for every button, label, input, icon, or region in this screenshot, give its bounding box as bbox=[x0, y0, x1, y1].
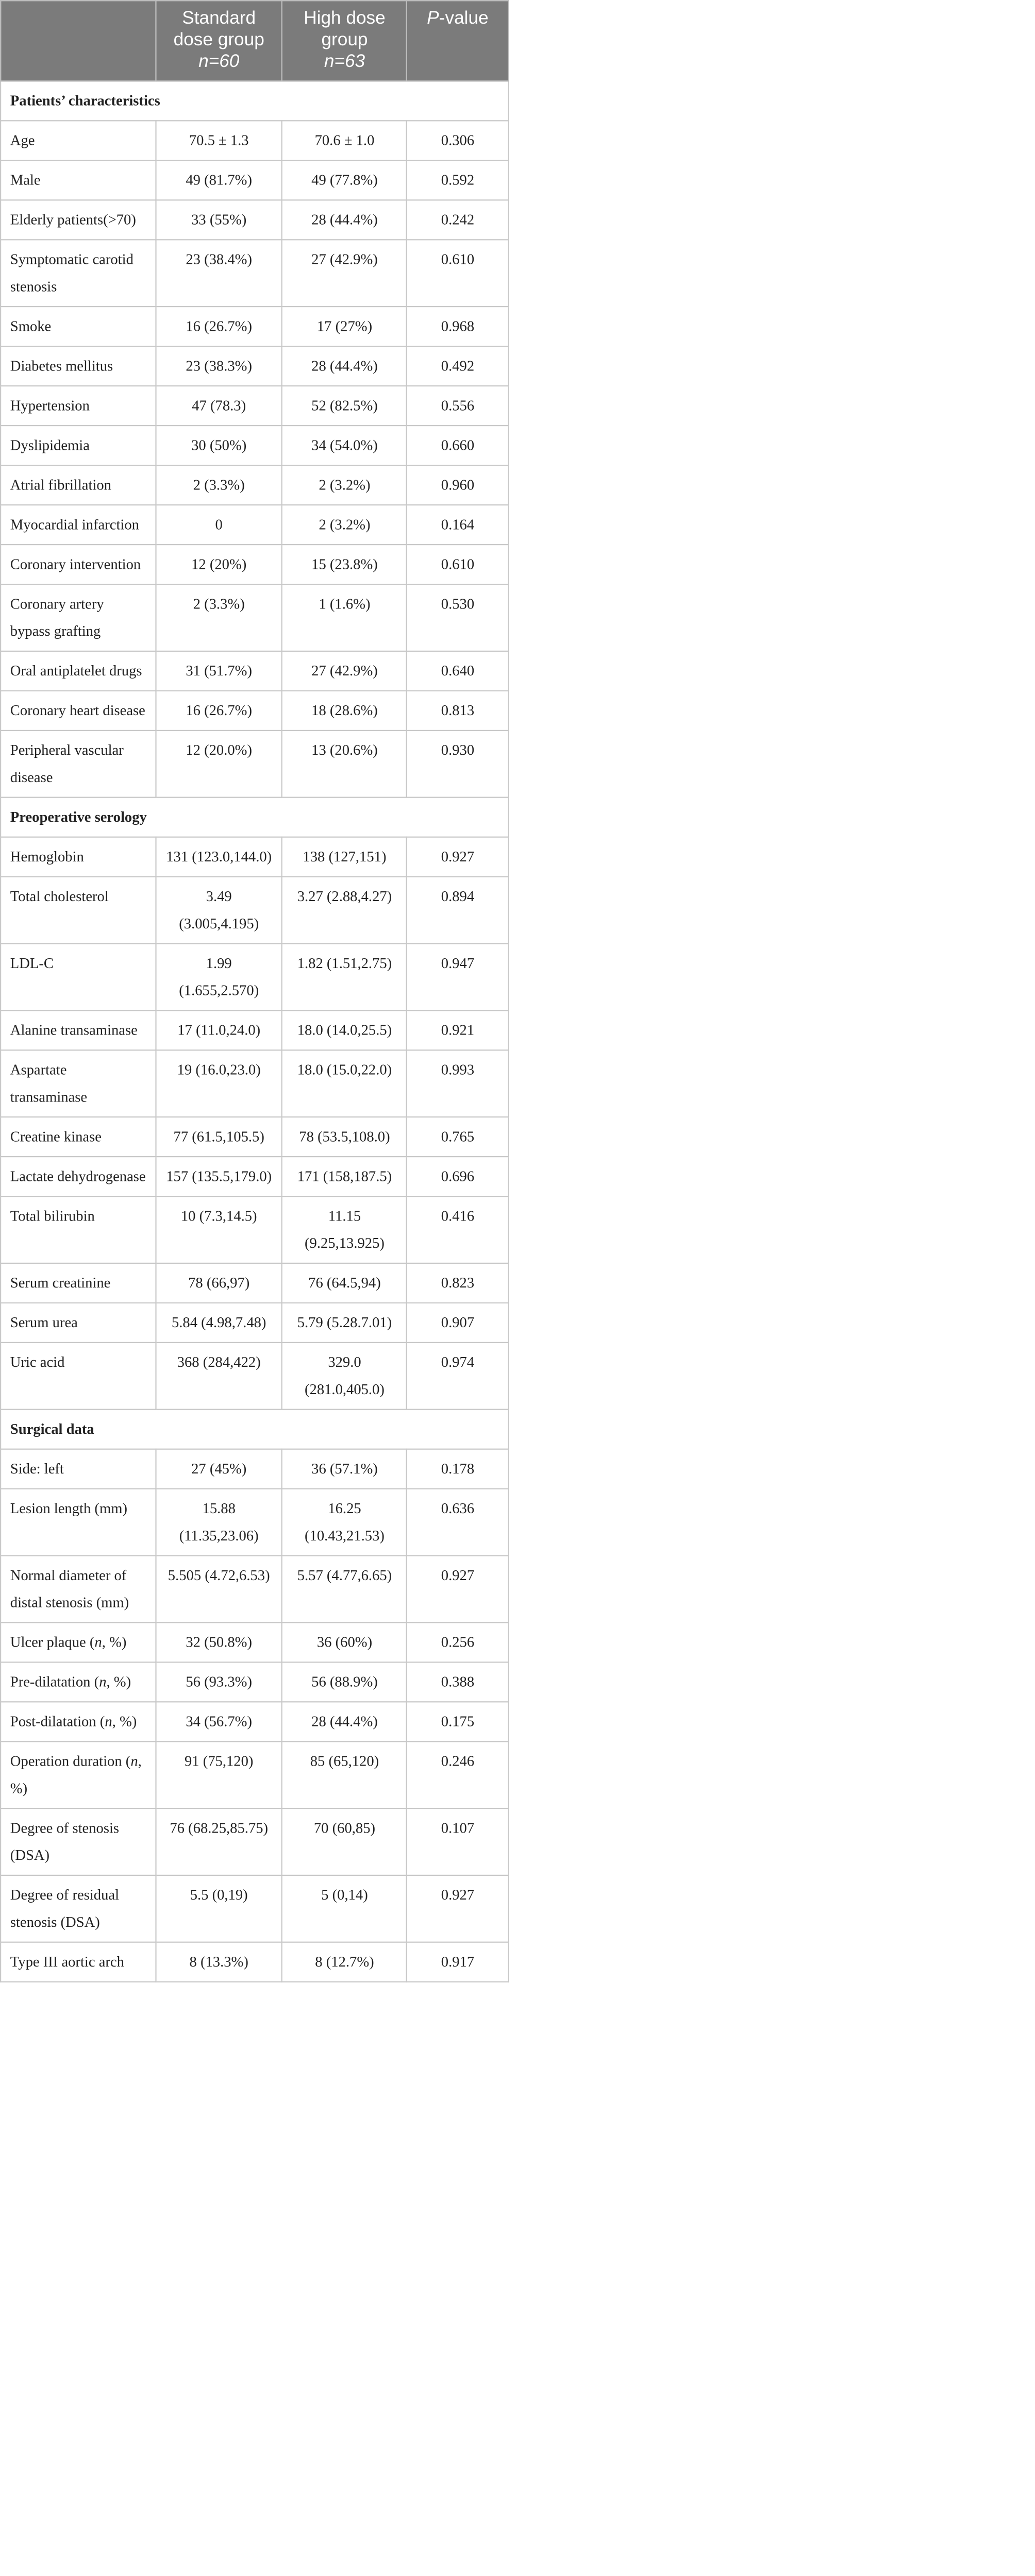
high-dose-value: 28 (44.4%) bbox=[282, 200, 407, 240]
row-label: Normal diameter of distal stenosis (mm) bbox=[1, 1556, 156, 1623]
row-label: Age bbox=[1, 121, 156, 160]
row-label: Side: left bbox=[1, 1449, 156, 1489]
standard-dose-value: 2 (3.3%) bbox=[156, 465, 282, 505]
p-value: 0.178 bbox=[407, 1449, 508, 1489]
row-label: Smoke bbox=[1, 307, 156, 346]
header-p-letter: P bbox=[427, 9, 439, 29]
standard-dose-value: 5.84 (4.98,7.48) bbox=[156, 1303, 282, 1343]
standard-dose-value: 47 (78.3) bbox=[156, 386, 282, 426]
row-label: Aspartate transaminase bbox=[1, 1050, 156, 1117]
p-value: 0.242 bbox=[407, 200, 508, 240]
standard-dose-value: 12 (20.0%) bbox=[156, 731, 282, 798]
row-label: Type III aortic arch bbox=[1, 1942, 156, 1982]
standard-dose-value: 157 (135.5,179.0) bbox=[156, 1157, 282, 1196]
table-row bbox=[1, 240, 509, 307]
high-dose-value: 138 (127,151) bbox=[282, 837, 407, 877]
section-title: Preoperative serology bbox=[1, 798, 509, 837]
table-row bbox=[1, 584, 509, 651]
standard-dose-value: 30 (50%) bbox=[156, 426, 282, 465]
standard-dose-value: 368 (284,422) bbox=[156, 1343, 282, 1410]
row-label: Symptomatic carotid stenosis bbox=[1, 240, 156, 307]
row-label: Coronary artery bypass grafting bbox=[1, 584, 156, 651]
standard-dose-value: 27 (45%) bbox=[156, 1449, 282, 1489]
row-label: Lactate dehydrogenase bbox=[1, 1157, 156, 1196]
table-row bbox=[1, 1010, 509, 1050]
p-value: 0.107 bbox=[407, 1808, 508, 1875]
p-value: 0.917 bbox=[407, 1942, 508, 1982]
table-row bbox=[1, 160, 509, 200]
row-label: Post-dilatation (n, %) bbox=[1, 1702, 156, 1741]
table-row bbox=[1, 426, 509, 465]
header-p-rest: -value bbox=[439, 9, 489, 29]
p-value: 0.640 bbox=[407, 651, 508, 691]
high-dose-value: 8 (12.7%) bbox=[282, 1942, 407, 1982]
row-label: Coronary heart disease bbox=[1, 691, 156, 731]
table-row bbox=[1, 1702, 509, 1741]
row-label: Male bbox=[1, 160, 156, 200]
standard-dose-value: 0 bbox=[156, 505, 282, 545]
high-dose-value: 329.0 (281.0,405.0) bbox=[282, 1343, 407, 1410]
p-value: 0.974 bbox=[407, 1343, 508, 1410]
standard-dose-value: 76 (68.25,85.75) bbox=[156, 1808, 282, 1875]
standard-dose-value: 34 (56.7%) bbox=[156, 1702, 282, 1741]
row-label: Hypertension bbox=[1, 386, 156, 426]
p-value: 0.636 bbox=[407, 1489, 508, 1556]
row-label: Diabetes mellitus bbox=[1, 346, 156, 386]
section-row bbox=[1, 798, 509, 837]
standard-dose-value: 12 (20%) bbox=[156, 545, 282, 584]
table-row bbox=[1, 691, 509, 731]
standard-dose-value: 1.99 (1.655,2.570) bbox=[156, 944, 282, 1011]
high-dose-value: 36 (57.1%) bbox=[282, 1449, 407, 1489]
standard-dose-value: 8 (13.3%) bbox=[156, 1942, 282, 1982]
table-row bbox=[1, 877, 509, 944]
table-row bbox=[1, 1875, 509, 1942]
standard-dose-value: 23 (38.3%) bbox=[156, 346, 282, 386]
high-dose-value: 5.57 (4.77,6.65) bbox=[282, 1556, 407, 1623]
high-dose-value: 76 (64.5,94) bbox=[282, 1263, 407, 1303]
p-value: 0.927 bbox=[407, 837, 508, 877]
table-row bbox=[1, 1942, 509, 1982]
standard-dose-value: 70.5 ± 1.3 bbox=[156, 121, 282, 160]
p-value: 0.256 bbox=[407, 1622, 508, 1662]
p-value: 0.968 bbox=[407, 307, 508, 346]
table-row bbox=[1, 1489, 509, 1556]
high-dose-value: 70 (60,85) bbox=[282, 1808, 407, 1875]
standard-dose-value: 32 (50.8%) bbox=[156, 1622, 282, 1662]
high-dose-value: 17 (27%) bbox=[282, 307, 407, 346]
row-label: Serum creatinine bbox=[1, 1263, 156, 1303]
p-value: 0.246 bbox=[407, 1741, 508, 1808]
high-dose-value: 56 (88.9%) bbox=[282, 1662, 407, 1702]
row-label: Lesion length (mm) bbox=[1, 1489, 156, 1556]
standard-dose-value: 16 (26.7%) bbox=[156, 691, 282, 731]
high-dose-value: 5 (0,14) bbox=[282, 1875, 407, 1942]
table-row bbox=[1, 1050, 509, 1117]
table-row bbox=[1, 731, 509, 798]
row-label: Coronary intervention bbox=[1, 545, 156, 584]
p-value: 0.765 bbox=[407, 1117, 508, 1157]
header-high-dose-label: High dose group bbox=[304, 9, 386, 50]
header-standard-dose-n: n=60 bbox=[198, 52, 240, 72]
table-row bbox=[1, 1303, 509, 1343]
high-dose-value: 28 (44.4%) bbox=[282, 346, 407, 386]
table-row bbox=[1, 386, 509, 426]
high-dose-value: 1.82 (1.51,2.75) bbox=[282, 944, 407, 1011]
standard-dose-value: 78 (66,97) bbox=[156, 1263, 282, 1303]
header-standard-dose bbox=[156, 1, 282, 81]
row-label: Operation duration (n, %) bbox=[1, 1741, 156, 1808]
row-label: Peripheral vascular disease bbox=[1, 731, 156, 798]
standard-dose-value: 16 (26.7%) bbox=[156, 307, 282, 346]
row-label: Degree of residual stenosis (DSA) bbox=[1, 1875, 156, 1942]
section-title: Patients’ characteristics bbox=[1, 81, 509, 121]
p-value: 0.164 bbox=[407, 505, 508, 545]
standard-dose-value: 3.49 (3.005,4.195) bbox=[156, 877, 282, 944]
p-value: 0.993 bbox=[407, 1050, 508, 1117]
standard-dose-value: 19 (16.0,23.0) bbox=[156, 1050, 282, 1117]
high-dose-value: 18.0 (15.0,22.0) bbox=[282, 1050, 407, 1117]
section-row bbox=[1, 81, 509, 121]
high-dose-value: 28 (44.4%) bbox=[282, 1702, 407, 1741]
standard-dose-value: 77 (61.5,105.5) bbox=[156, 1117, 282, 1157]
standard-dose-value: 56 (93.3%) bbox=[156, 1662, 282, 1702]
standard-dose-value: 23 (38.4%) bbox=[156, 240, 282, 307]
row-label: Pre-dilatation (n, %) bbox=[1, 1662, 156, 1702]
table-row bbox=[1, 837, 509, 877]
standard-dose-value: 31 (51.7%) bbox=[156, 651, 282, 691]
table-row bbox=[1, 1196, 509, 1263]
high-dose-value: 2 (3.2%) bbox=[282, 505, 407, 545]
p-value: 0.660 bbox=[407, 426, 508, 465]
p-value: 0.592 bbox=[407, 160, 508, 200]
row-label: Hemoglobin bbox=[1, 837, 156, 877]
header-row bbox=[1, 1, 509, 81]
table-row bbox=[1, 944, 509, 1011]
p-value: 0.960 bbox=[407, 465, 508, 505]
p-value: 0.556 bbox=[407, 386, 508, 426]
table-body bbox=[1, 81, 509, 1981]
table-row bbox=[1, 1556, 509, 1623]
header-standard-dose-label: Standard dose group bbox=[173, 9, 264, 50]
section-title: Surgical data bbox=[1, 1410, 509, 1449]
table-row bbox=[1, 1449, 509, 1489]
table-row bbox=[1, 465, 509, 505]
high-dose-value: 27 (42.9%) bbox=[282, 651, 407, 691]
high-dose-value: 171 (158,187.5) bbox=[282, 1157, 407, 1196]
standard-dose-value: 10 (7.3,14.5) bbox=[156, 1196, 282, 1263]
row-label: Alanine transaminase bbox=[1, 1010, 156, 1050]
row-label: LDL-C bbox=[1, 944, 156, 1011]
header-high-dose bbox=[282, 1, 407, 81]
high-dose-value: 85 (65,120) bbox=[282, 1741, 407, 1808]
row-label: Total cholesterol bbox=[1, 877, 156, 944]
high-dose-value: 16.25 (10.43,21.53) bbox=[282, 1489, 407, 1556]
table-row bbox=[1, 200, 509, 240]
high-dose-value: 34 (54.0%) bbox=[282, 426, 407, 465]
p-value: 0.927 bbox=[407, 1556, 508, 1623]
p-value: 0.492 bbox=[407, 346, 508, 386]
high-dose-value: 5.79 (5.28.7.01) bbox=[282, 1303, 407, 1343]
table-row bbox=[1, 1808, 509, 1875]
high-dose-value: 2 (3.2%) bbox=[282, 465, 407, 505]
p-value: 0.530 bbox=[407, 584, 508, 651]
high-dose-value: 70.6 ± 1.0 bbox=[282, 121, 407, 160]
high-dose-value: 15 (23.8%) bbox=[282, 545, 407, 584]
row-label: Atrial fibrillation bbox=[1, 465, 156, 505]
p-value: 0.921 bbox=[407, 1010, 508, 1050]
row-label: Serum urea bbox=[1, 1303, 156, 1343]
header-empty bbox=[1, 1, 156, 81]
header-p-value bbox=[407, 1, 508, 81]
p-value: 0.930 bbox=[407, 731, 508, 798]
row-label: Dyslipidemia bbox=[1, 426, 156, 465]
high-dose-value: 18 (28.6%) bbox=[282, 691, 407, 731]
table-row bbox=[1, 1662, 509, 1702]
p-value: 0.610 bbox=[407, 240, 508, 307]
high-dose-value: 11.15 (9.25,13.925) bbox=[282, 1196, 407, 1263]
p-value: 0.813 bbox=[407, 691, 508, 731]
high-dose-value: 27 (42.9%) bbox=[282, 240, 407, 307]
table-row bbox=[1, 1343, 509, 1410]
p-value: 0.947 bbox=[407, 944, 508, 1011]
high-dose-value: 78 (53.5,108.0) bbox=[282, 1117, 407, 1157]
standard-dose-value: 5.505 (4.72,6.53) bbox=[156, 1556, 282, 1623]
p-value: 0.894 bbox=[407, 877, 508, 944]
high-dose-value: 1 (1.6%) bbox=[282, 584, 407, 651]
high-dose-value: 36 (60%) bbox=[282, 1622, 407, 1662]
row-label: Uric acid bbox=[1, 1343, 156, 1410]
standard-dose-value: 2 (3.3%) bbox=[156, 584, 282, 651]
row-label: Total bilirubin bbox=[1, 1196, 156, 1263]
p-value: 0.388 bbox=[407, 1662, 508, 1702]
standard-dose-value: 5.5 (0,19) bbox=[156, 1875, 282, 1942]
p-value: 0.823 bbox=[407, 1263, 508, 1303]
row-label: Elderly patients(>70) bbox=[1, 200, 156, 240]
table-row bbox=[1, 545, 509, 584]
standard-dose-value: 33 (55%) bbox=[156, 200, 282, 240]
high-dose-value: 18.0 (14.0,25.5) bbox=[282, 1010, 407, 1050]
p-value: 0.610 bbox=[407, 545, 508, 584]
header-high-dose-n: n=63 bbox=[324, 52, 365, 72]
p-value: 0.306 bbox=[407, 121, 508, 160]
table-row bbox=[1, 651, 509, 691]
high-dose-value: 13 (20.6%) bbox=[282, 731, 407, 798]
p-value: 0.907 bbox=[407, 1303, 508, 1343]
standard-dose-value: 91 (75,120) bbox=[156, 1741, 282, 1808]
table-row bbox=[1, 307, 509, 346]
table-row bbox=[1, 1117, 509, 1157]
standard-dose-value: 49 (81.7%) bbox=[156, 160, 282, 200]
high-dose-value: 49 (77.8%) bbox=[282, 160, 407, 200]
data-table bbox=[0, 0, 509, 1982]
row-label: Degree of stenosis (DSA) bbox=[1, 1808, 156, 1875]
p-value: 0.696 bbox=[407, 1157, 508, 1196]
table-row bbox=[1, 1263, 509, 1303]
row-label: Oral antiplatelet drugs bbox=[1, 651, 156, 691]
table-row bbox=[1, 505, 509, 545]
p-value: 0.927 bbox=[407, 1875, 508, 1942]
row-label: Myocardial infarction bbox=[1, 505, 156, 545]
standard-dose-value: 17 (11.0,24.0) bbox=[156, 1010, 282, 1050]
high-dose-value: 52 (82.5%) bbox=[282, 386, 407, 426]
standard-dose-value: 15.88 (11.35,23.06) bbox=[156, 1489, 282, 1556]
p-value: 0.416 bbox=[407, 1196, 508, 1263]
p-value: 0.175 bbox=[407, 1702, 508, 1741]
table-row bbox=[1, 1741, 509, 1808]
table-row bbox=[1, 1622, 509, 1662]
section-row bbox=[1, 1410, 509, 1449]
row-label: Creatine kinase bbox=[1, 1117, 156, 1157]
row-label: Ulcer plaque (n, %) bbox=[1, 1622, 156, 1662]
table-row bbox=[1, 121, 509, 160]
table-row bbox=[1, 346, 509, 386]
high-dose-value: 3.27 (2.88,4.27) bbox=[282, 877, 407, 944]
table-row bbox=[1, 1157, 509, 1196]
standard-dose-value: 131 (123.0,144.0) bbox=[156, 837, 282, 877]
